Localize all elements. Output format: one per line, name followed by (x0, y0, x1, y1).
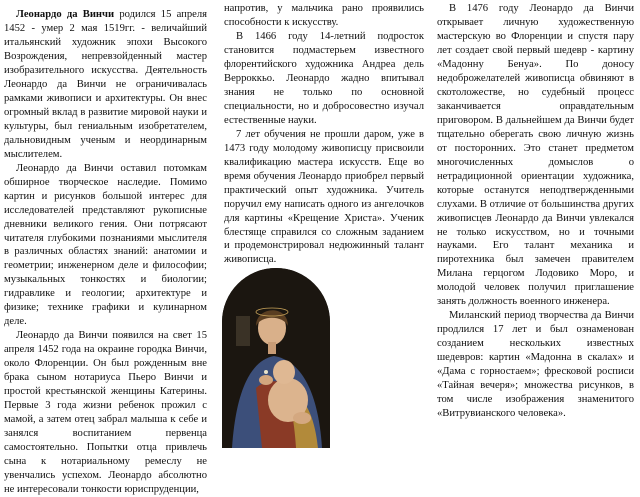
paragraph-intro (4, 8, 207, 162)
text-column-2 (224, 2, 424, 267)
madonna-painting-image (222, 268, 330, 448)
intro-text: родился 15 апреля 1452 - умер 2 мая 1519гг. - величайший итальянский художник эпохи Высокого Возрождения, непревзойденный мастер изобразительного искусства. Деятельность Леонардо да Винчи не ограничивалась рамками живописи и архитектуры. Он внес огромный вклад в развитие мировой науки и культуры, был гениальным изобретателем, дальновидным ученым и неординарным мыслителем. (4, 9, 208, 160)
paragraph-apprentice: В 1466 году 14-летний подросток становится подмастерьем известного флорентийского художника Андреа дель Верроккьо. Леонардо жадно впитывал знания не только по основной специальности, но и добросовестно изучал естественные науки. (224, 30, 424, 126)
subject-name: Леонардо да Винчи (16, 9, 115, 20)
text-column-1 (4, 8, 207, 497)
text-column-3 (437, 2, 634, 421)
madonna-with-child-illustration (222, 268, 330, 448)
paragraph-continuation: напротив, у мальчика рано проявились способности к искусству. (224, 3, 424, 28)
paragraph-training: 7 лет обучения не прошли даром, уже в 1473 году молодому живописцу присвоили квалификацию мастера искусств. Еще во время обучения Леонардо приобрел первый практический опыт художника. Учитель поручил ему написать одного из ангелочков для картины «Крещение Христа». Ученик блестяще справился со сложным заданием и продемонстрировал недюжинный талант живописца. (224, 128, 424, 266)
paragraph-legacy: Леонардо да Винчи оставил потомкам обширное творческое наследие. Помимо картин и рисунков большой интерес для исследователей представляют рукописные дневники великого гения. Они потрясают читателя глубокими познаниями мыслителя в различных областях знаний: анатомии и геометрии; инженерном деле и философии; музыкальных тонкостях и биологии; гидравлике и геологии; архитектуре и физике; технике графики и кулинарном деле. (4, 162, 207, 328)
paragraph-workshop: В 1476 году Леонардо да Винчи открывает личную художественную мастерскую во Флоренции и спустя пару лет создает свой первый шедевр - картину «Мадонну Бенуа». По доносу недоброжелателей живописца обвиняют в скотоложестве, но судебный процесс заканчивается оправдательным приговором. В дальнейшем да Винчи будет тщательно оберегать свою личную жизнь от посторонних. Это станет предметом многочисленных домыслов о нетрадиционной ориентации художника, которые останутся неподтвержденными слухами. В отличие от большинства других живописцев Леонардо да Винчи увлекался не только искусством, но и точными науками. Его талант механика и пиротехника был замечен правителем Милана герцогом Лодовико Моро, и молодой человек получил приглашение занять должность военного инженера. (437, 3, 634, 308)
paragraph-birth: Леонардо да Винчи появился на свет 15 апреля 1452 года на окраине городка Винчи, около Флоренции. Он был рожденным вне брака сыном нотариуса Пьеро Винчи и простой крестьянской женщины Катерины. Первые 3 года жизни ребенок прожил с мамой, а затем отец забрал малыша к себе и занялся воспитанием первенца самостоятельно. Попытки отца привлечь сына к нотариальному ремеслу не увенчались успехом. Леонардо абсолютно не интересовали тонкости юриспруденции, (4, 330, 207, 495)
paragraph-milan: Миланский период творчества да Винчи продлился 17 лет и был ознаменован созданием нескольких известных шедевров: картин «Мадонна в скалах» и «Дама с горностаем»; фресковой росписи «Тайная вечеря»; множества рисунков, в том числе изображения знаменитого «Витрувианского человека». (437, 310, 634, 420)
